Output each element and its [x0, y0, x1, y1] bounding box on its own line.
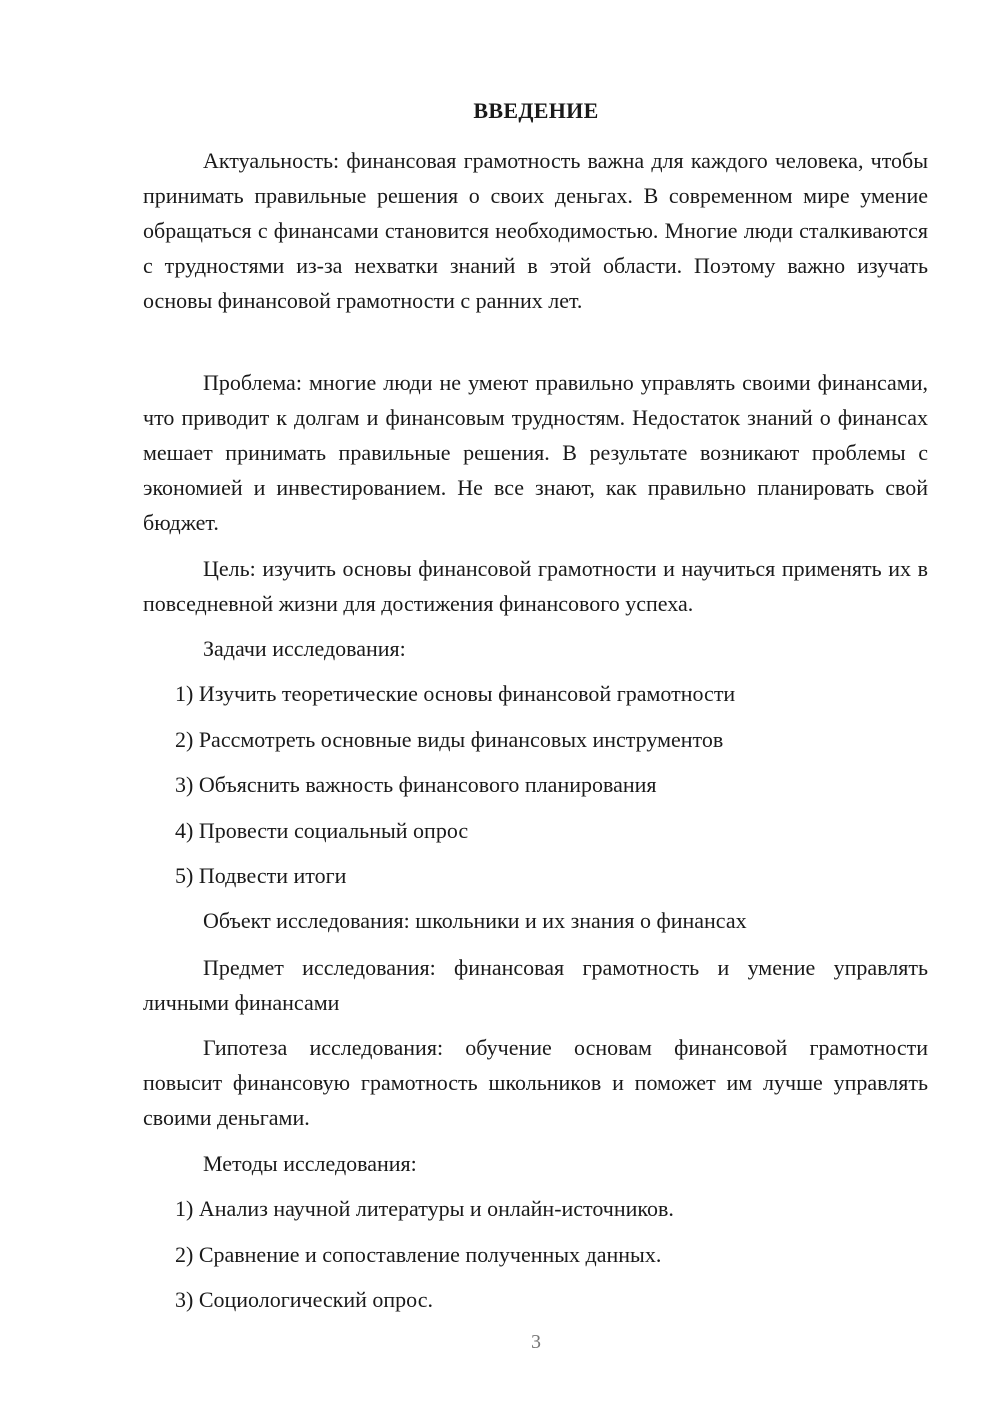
- task-item: 3) Объяснить важность финансового планирования: [175, 772, 657, 797]
- task-item: 2) Рассмотреть основные виды финансовых инструментов: [175, 727, 724, 752]
- relevance-paragraph: Актуальность: финансовая грамотность важна для каждого человека, чтобы принимать правильные решения о своих деньгах. В современном мире умение обращаться с финансами становится необходимостью. Многие люди сталкиваются с трудностями из-за нехватки знаний в этой области. Поэтому важно изучать основы финансовой грамотности с ранних лет.: [143, 148, 928, 313]
- method-item: 3) Социологический опрос.: [175, 1287, 433, 1312]
- method-item: 1) Анализ научной литературы и онлайн-источников.: [175, 1196, 674, 1221]
- page-title: ВВЕДЕНИЕ: [473, 98, 599, 123]
- tasks-heading: Задачи исследования:: [203, 636, 406, 661]
- goal-paragraph: Цель: изучить основы финансовой грамотности и научиться применять их в повседневной жизни для достижения финансового успеха.: [143, 556, 928, 616]
- problem-paragraph: Проблема: многие люди не умеют правильно управлять своими финансами, что приводит к долгам и финансовым трудностям. Недостаток знаний о финансах мешает принимать правильные решения. В результате возникают проблемы с экономией и инвестированием. Не все знают, как правильно планировать свой бюджет.: [143, 370, 928, 535]
- task-item: 1) Изучить теоретические основы финансовой грамотности: [175, 681, 736, 706]
- methods-heading: Методы исследования:: [203, 1151, 417, 1176]
- hypothesis-paragraph: Гипотеза исследования: обучение основам финансовой грамотности повысит финансовую грамотность школьников и поможет им лучше управлять своими деньгами.: [143, 1035, 928, 1130]
- method-item: 2) Сравнение и сопоставление полученных данных.: [175, 1242, 662, 1267]
- task-item: 4) Провести социальный опрос: [175, 818, 469, 843]
- subject-paragraph: Предмет исследования: финансовая грамотность и умение управлять личными финансами: [143, 955, 928, 1015]
- page-number: 3: [531, 1331, 541, 1353]
- object-line: Объект исследования: школьники и их знания о финансах: [203, 908, 747, 933]
- task-item: 5) Подвести итоги: [175, 863, 347, 888]
